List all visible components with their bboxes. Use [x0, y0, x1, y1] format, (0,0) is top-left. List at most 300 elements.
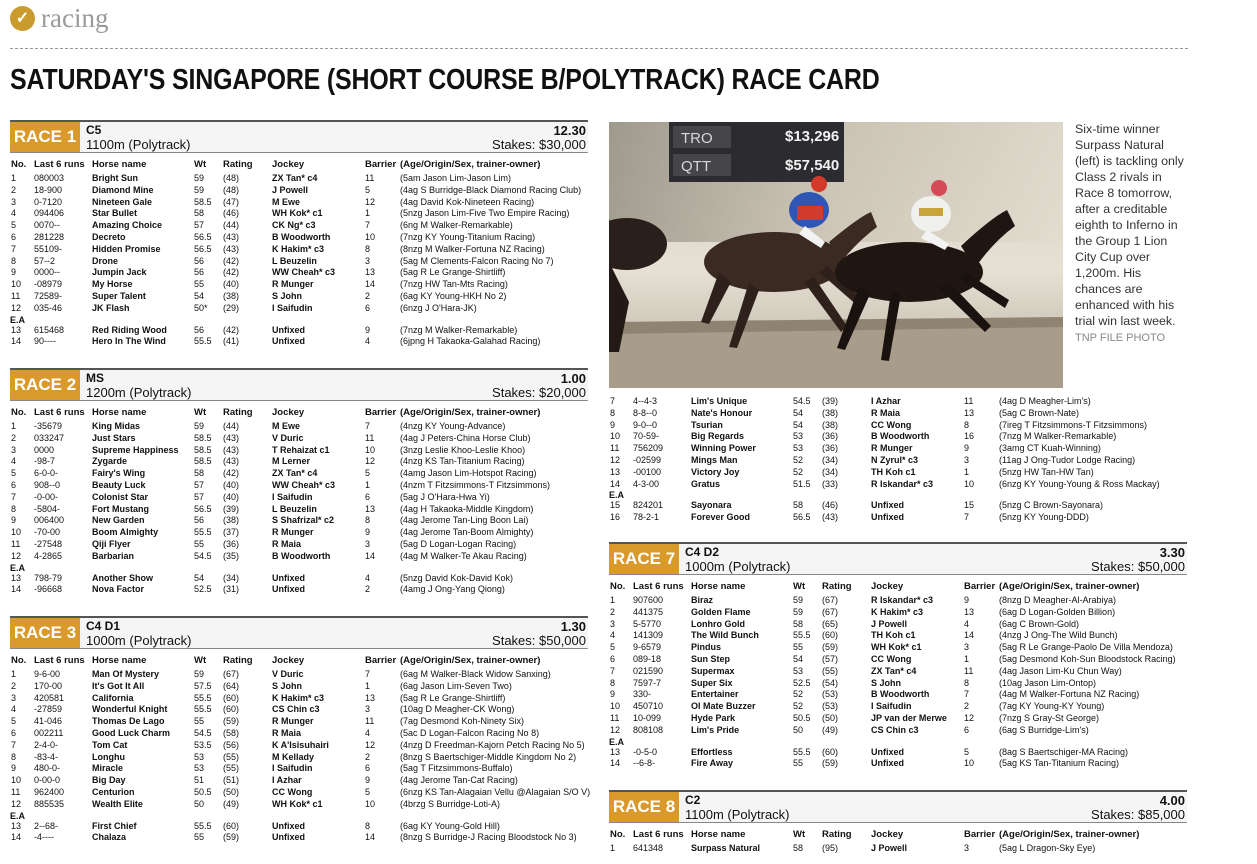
age-origin-trainer: (4ag J Peters-China Horse Club)	[400, 432, 531, 443]
column-header: Rating	[822, 581, 852, 592]
horse-name: Colonist Star	[92, 491, 149, 502]
barrier: 5	[365, 786, 371, 797]
runner-no: 5	[610, 642, 616, 653]
runner-no: 4	[11, 208, 17, 219]
barrier: 10	[964, 758, 975, 769]
jockey: S John	[871, 677, 902, 688]
table-row	[609, 747, 1187, 759]
jockey: R Munger	[272, 279, 314, 290]
table-row	[10, 267, 588, 279]
last-6-runs: 885535	[34, 798, 65, 809]
column-header: No.	[610, 581, 626, 592]
column-header: Horse name	[92, 407, 147, 418]
race-card-8	[609, 790, 1187, 855]
weight: 53	[194, 751, 205, 762]
table-row	[10, 303, 588, 315]
horse-name: Nate's Honour	[691, 407, 753, 418]
age-origin-trainer: (7nzg KY Young-Titanium Racing)	[400, 231, 536, 242]
race-card-2	[10, 368, 588, 596]
runner-no: 13	[11, 324, 22, 335]
jockey: TH Koh c1	[871, 630, 916, 641]
barrier: 9	[365, 324, 371, 335]
race-card-7	[609, 542, 1187, 770]
runner-no: 2	[11, 432, 17, 443]
horse-name: Centurion	[92, 786, 135, 797]
rating: (60)	[223, 820, 240, 831]
age-origin-trainer: (5ag J O'Hara-Hwa Yi)	[400, 491, 490, 502]
horse-name: Just Stars	[92, 432, 136, 443]
rating: (38)	[822, 419, 839, 430]
last-6-runs: 962400	[34, 786, 65, 797]
runner-no: 12	[11, 798, 22, 809]
weight: 52	[793, 454, 804, 465]
rating: (56)	[223, 739, 240, 750]
rating: (43)	[223, 231, 240, 242]
horse-name: Entertainer	[691, 689, 739, 700]
jockey: J Powell	[871, 618, 908, 629]
table-row	[10, 220, 588, 232]
age-origin-trainer: (4ag Jerome Tan-Cat Racing)	[400, 775, 518, 786]
weight: 58.5	[194, 432, 212, 443]
runner-no: 1	[11, 421, 17, 431]
barrier: 9	[964, 443, 970, 454]
weight: 52.5	[793, 677, 811, 688]
horse-name: Good Luck Charm	[92, 727, 171, 738]
horse-name: Winning Power	[691, 443, 756, 454]
table-row	[609, 408, 1187, 420]
horse-name: Tsurian	[691, 419, 723, 430]
weight: 54	[194, 572, 205, 583]
rating: (50)	[223, 786, 240, 797]
weight: 56	[194, 255, 205, 266]
age-origin-trainer: (7nzg S Gray-St George)	[999, 712, 1100, 723]
horse-name: Chalaza	[92, 832, 127, 843]
weight: 55	[194, 538, 205, 549]
column-header: Rating	[822, 829, 852, 840]
table-row	[609, 666, 1187, 678]
table-row	[10, 456, 588, 468]
race-header	[609, 790, 1187, 823]
barrier: 5	[365, 468, 371, 479]
column-header: No.	[11, 407, 27, 418]
board-label: QTT	[681, 158, 711, 175]
weight: 55.5	[194, 692, 212, 703]
last-6-runs: 0000--	[34, 267, 61, 278]
last-6-runs: 57--2	[34, 255, 56, 266]
runner-no: 11	[610, 712, 620, 723]
age-origin-trainer: (6ag KY Young-HKH No 2)	[400, 290, 507, 301]
weight: 55.5	[194, 704, 212, 715]
horse-name: Red Riding Wood	[92, 324, 167, 335]
jockey: J Powell	[272, 184, 309, 195]
horse-name: Wonderful Knight	[92, 704, 168, 715]
horse-name: Fort Mustang	[92, 503, 149, 514]
age-origin-trainer: (8nzg S Baertschiger-Middle Kingdom No 2)	[400, 751, 577, 762]
last-6-runs: 55109-	[34, 243, 63, 254]
rating: (58)	[223, 727, 240, 738]
table-row	[10, 433, 588, 445]
weight: 52	[793, 466, 804, 477]
barrier: 2	[365, 751, 371, 762]
last-6-runs: 7597-7	[633, 677, 662, 688]
barrier: 1	[365, 479, 371, 490]
runner-no: 1	[610, 843, 616, 853]
column-header: Last 6 runs	[633, 829, 684, 840]
race-time: 1.00	[560, 371, 586, 386]
horse-name: Effortless	[691, 746, 733, 757]
table-row	[10, 704, 588, 716]
last-6-runs: 281228	[34, 231, 65, 242]
race-class: C4 D2	[685, 545, 720, 559]
runner-no: 11	[610, 443, 620, 454]
table-row	[10, 681, 588, 693]
age-origin-trainer: (4ag David Kok-Nineteen Racing)	[400, 196, 535, 207]
race-class: C2	[685, 793, 701, 807]
runner-no: 1	[11, 669, 17, 679]
table-row	[10, 421, 588, 433]
last-6-runs: 6-0-0-	[34, 468, 59, 479]
runner-no: 8	[11, 503, 17, 514]
jockey: Unfixed	[871, 758, 905, 769]
horse-name: Supermax	[691, 665, 735, 676]
runner-no: 3	[11, 444, 17, 455]
photo-credit: TNP FILE PHOTO	[1075, 332, 1166, 344]
horse-name: Forever Good	[691, 512, 751, 523]
column-header: Jockey	[871, 581, 904, 592]
age-origin-trainer: (6nzg J O'Hara-JK)	[400, 302, 477, 313]
table-row	[10, 573, 588, 585]
runner-no: 8	[11, 255, 17, 266]
table-row	[609, 431, 1187, 443]
weight: 54.5	[194, 550, 212, 561]
barrier: 1	[365, 680, 371, 691]
weight: 52	[793, 689, 804, 700]
age-origin-trainer: (7ireg T Fitzsimmons-T Fitzsimmons)	[999, 419, 1148, 430]
barrier: 14	[365, 832, 376, 843]
last-6-runs: 021590	[633, 665, 664, 676]
jockey: M Ewe	[272, 196, 301, 207]
last-6-runs: 0-7120	[34, 196, 63, 207]
barrier: 13	[964, 606, 975, 617]
jockey: N Zyrul* c3	[871, 454, 919, 465]
last-6-runs: 908--0	[34, 479, 61, 490]
weight: 52.5	[194, 584, 212, 595]
age-origin-trainer: (5ag Desmond Koh-Sun Bloodstock Racing)	[999, 653, 1176, 664]
section-header	[10, 4, 108, 32]
jockey: Unfixed	[871, 512, 905, 523]
race-stakes: Stakes: $30,000	[492, 137, 586, 152]
last-6-runs: -83-4-	[34, 751, 59, 762]
age-origin-trainer: (5ag R Le Grange-Shirtliff)	[400, 267, 506, 278]
runner-no: 11	[11, 290, 21, 301]
race-distance: 1100m (Polytrack)	[685, 807, 790, 822]
horse-name: Ol Mate Buzzer	[691, 701, 756, 712]
table-row	[10, 539, 588, 551]
horse-name: Sun Step	[691, 653, 731, 664]
age-origin-trainer: (4nzg KY Young-Advance)	[400, 421, 506, 431]
age-origin-trainer: (4ag Jason Lim-Ku Chun Way)	[999, 665, 1122, 676]
jockey: I Azhar	[871, 396, 901, 406]
barrier: 13	[365, 267, 376, 278]
barrier: 11	[365, 716, 375, 727]
last-6-runs: 035-46	[34, 302, 63, 313]
race-distance: 1100m (Polytrack)	[86, 137, 191, 152]
rating: (41)	[223, 336, 240, 347]
last-6-runs: 480-0-	[34, 763, 61, 774]
column-header: (Age/Origin/Sex, trainer-owner)	[999, 581, 1140, 592]
age-origin-trainer: (3nzg Leslie Khoo-Leslie Khoo)	[400, 444, 526, 455]
last-6-runs: 808108	[633, 724, 664, 735]
table-row	[10, 468, 588, 480]
race-stakes: Stakes: $50,000	[1091, 559, 1185, 574]
age-origin-trainer: (5nzg KY Young-DDD)	[999, 512, 1089, 523]
jockey: M Ewe	[272, 421, 301, 431]
weight: 59	[194, 669, 205, 679]
rating: (55)	[223, 763, 240, 774]
table-row	[609, 713, 1187, 725]
race-stakes: Stakes: $20,000	[492, 385, 586, 400]
weight: 59	[793, 595, 804, 605]
weight: 54.5	[194, 727, 212, 738]
runner-no: 2	[11, 680, 17, 691]
runner-no: 15	[610, 500, 621, 511]
divider	[10, 48, 1188, 49]
table-row	[10, 786, 591, 799]
horse-name: Pindus	[691, 642, 722, 653]
race-header	[10, 616, 588, 649]
age-origin-trainer: (5ag M Clements-Falcon Racing No 7)	[400, 255, 554, 266]
race-photo	[609, 122, 1063, 388]
barrier: 13	[964, 407, 975, 418]
weight: 52	[793, 701, 804, 712]
race-card-1	[10, 120, 588, 348]
horse-name: Man Of Mystery	[92, 669, 160, 679]
horse-name: Big Day	[92, 775, 126, 786]
column-header: Last 6 runs	[34, 655, 85, 666]
horse-name: Amazing Choice	[92, 220, 163, 231]
runner-no: 13	[11, 572, 22, 583]
weight: 51	[194, 775, 205, 786]
column-header: Horse name	[691, 829, 746, 840]
weight: 55	[194, 716, 205, 727]
runner-no: 14	[11, 584, 22, 595]
barrier: 10	[365, 444, 376, 455]
horse-name: Gratus	[691, 478, 721, 489]
column-header: Jockey	[871, 829, 904, 840]
jockey: M Lerner	[272, 456, 311, 467]
jockey: CC Wong	[272, 786, 313, 797]
weight: 58	[194, 208, 205, 219]
column-headers	[10, 655, 588, 668]
rating: (34)	[223, 572, 240, 583]
age-origin-trainer: (8nzg M Walker-Fortuna NZ Racing)	[400, 243, 545, 254]
age-origin-trainer: (5ag T Fitzsimmons-Buffalo)	[400, 763, 513, 774]
age-origin-trainer: (4nzm T Fitzsimmons-T Fitzsimmons)	[400, 479, 551, 490]
race-distance: 1000m (Polytrack)	[86, 633, 192, 648]
emergency-acceptors-label: E.A	[609, 736, 625, 747]
barrier: 8	[964, 677, 970, 688]
column-header: Jockey	[272, 407, 305, 418]
column-header: Wt	[793, 829, 806, 840]
age-origin-trainer: (10ag D Meagher-CK Wong)	[400, 704, 515, 715]
table-row	[609, 595, 1187, 607]
rating: (60)	[223, 692, 240, 703]
rating: (48)	[223, 173, 240, 183]
jockey: Unfixed	[272, 336, 306, 347]
horse-name: Hidden Promise	[92, 243, 161, 254]
barrier: 7	[365, 220, 371, 231]
jockey: S Shafrizal* c2	[272, 515, 335, 526]
jockey: K A'Isisuhairi	[272, 739, 329, 750]
runner-no: 14	[11, 832, 22, 843]
rating: (42)	[223, 324, 240, 335]
runner-no: 9	[610, 419, 616, 430]
last-6-runs: 141309	[633, 630, 664, 641]
rating: (59)	[223, 716, 240, 727]
weight: 54	[793, 653, 804, 664]
runner-no: 14	[610, 758, 621, 769]
last-6-runs: 90----	[34, 336, 56, 347]
column-headers	[10, 407, 588, 420]
race-time: 3.30	[1159, 545, 1185, 560]
barrier: 15	[964, 500, 975, 511]
horse-name: My Horse	[92, 279, 133, 290]
last-6-runs: 170-00	[34, 680, 63, 691]
table-row	[609, 512, 1187, 524]
jockey: WW Cheah* c3	[272, 267, 336, 278]
weight: 55	[793, 758, 804, 769]
race-stakes: Stakes: $50,000	[492, 633, 586, 648]
last-6-runs: 330-	[633, 689, 652, 700]
horse-name: Victory Joy	[691, 466, 740, 477]
jockey: Unfixed	[272, 572, 306, 583]
rating: (35)	[223, 550, 240, 561]
jockey: S John	[272, 680, 303, 691]
horse-name: Nineteen Gale	[92, 196, 153, 207]
column-header: Horse name	[92, 655, 147, 666]
last-6-runs: -02599	[633, 454, 662, 465]
rating: (43)	[223, 456, 240, 467]
weight: 54	[793, 419, 804, 430]
barrier: 6	[365, 491, 371, 502]
jockey: K Hakim* c3	[871, 606, 924, 617]
last-6-runs: 089-18	[633, 653, 662, 664]
rating: (51)	[223, 775, 240, 786]
column-header: Last 6 runs	[34, 407, 85, 418]
jockey: CK Ng* c3	[272, 220, 316, 231]
horse-name: Zygarde	[92, 456, 128, 467]
barrier: 7	[964, 689, 970, 700]
age-origin-trainer: (4ag Jerome Tan-Ling Boon Lai)	[400, 515, 529, 526]
age-origin-trainer: (5am Jason Lim-Jason Lim)	[400, 173, 512, 183]
age-origin-trainer: (4amg J Ong-Yang Qiong)	[400, 584, 505, 595]
table-row	[10, 728, 588, 740]
jockey: Unfixed	[272, 832, 306, 843]
runner-no: 12	[610, 724, 621, 735]
column-header: Wt	[194, 407, 207, 418]
runner-no: 5	[11, 220, 17, 231]
barrier: 13	[365, 503, 376, 514]
age-origin-trainer: (5ag L Dragon-Sky Eye)	[999, 843, 1096, 853]
horse-name: Supreme Happiness	[92, 444, 179, 455]
table-row	[10, 173, 588, 185]
age-origin-trainer: (4ag H Takaoka-Middle Kingdom)	[400, 503, 534, 514]
table-row	[10, 291, 588, 303]
runner-no: 9	[11, 515, 17, 526]
runner-no: 4	[11, 456, 17, 467]
table-row	[609, 420, 1187, 432]
runner-no: 14	[11, 336, 22, 347]
rating: (43)	[822, 512, 839, 523]
barrier: 6	[365, 302, 371, 313]
race-time: 4.00	[1159, 793, 1185, 808]
runner-no: 13	[610, 466, 621, 477]
weight: 50.5	[194, 786, 212, 797]
rating: (33)	[822, 478, 839, 489]
weight: 55.5	[194, 527, 212, 538]
jockey: ZX Tan* c4	[272, 468, 318, 479]
weight: 57	[194, 479, 205, 490]
barrier: 7	[365, 421, 371, 431]
weight: 55	[793, 642, 804, 653]
weight: 58.5	[194, 456, 212, 467]
barrier: 1	[964, 653, 970, 664]
rating: (38)	[223, 290, 240, 301]
jockey: CS Chin c3	[272, 704, 320, 715]
race-distance: 1000m (Polytrack)	[685, 559, 791, 574]
last-6-runs: 907600	[633, 595, 664, 605]
weight: 56	[194, 267, 205, 278]
table-row	[609, 701, 1187, 713]
jockey: M Kellady	[272, 751, 315, 762]
rating: (67)	[223, 669, 240, 679]
table-row	[10, 584, 588, 596]
weight: 59	[194, 421, 205, 431]
horse-name: Big Regards	[691, 431, 745, 442]
last-6-runs: -27548	[34, 538, 63, 549]
horse-name: Jumpin Jack	[92, 267, 147, 278]
barrier: 9	[365, 527, 371, 538]
column-header: Barrier	[964, 829, 996, 840]
race-number-badge: RACE 7	[609, 544, 679, 574]
runner-no: 12	[11, 550, 22, 561]
barrier: 9	[365, 775, 371, 786]
table-row	[10, 208, 588, 220]
horse-race-image	[609, 122, 1063, 388]
race-header	[10, 368, 588, 401]
caption-text: Six-time winner Surpass Natural (left) is tackling only Class 2 rivals in Race 8 tomorrow, after a creditable eighth to Inferno in the Group 1 Lion City Cup over 1,200m. His chances are enhanced with his trial win last week.	[1075, 122, 1184, 328]
last-6-runs: 798-79	[34, 572, 63, 583]
horse-name: Lonhro Gold	[691, 618, 745, 629]
age-origin-trainer: (4ag M Walker-Te Akau Racing)	[400, 550, 527, 561]
table-row	[10, 551, 588, 563]
rating: (43)	[223, 444, 240, 455]
race-time: 1.30	[560, 619, 586, 634]
runner-no: 10	[11, 527, 22, 538]
column-headers	[10, 159, 588, 172]
age-origin-trainer: (11ag J Ong-Tudor Lodge Racing)	[999, 454, 1136, 465]
age-origin-trainer: (4ag D Meagher-Lim's)	[999, 396, 1091, 406]
weight: 53	[194, 763, 205, 774]
column-header: Barrier	[365, 407, 397, 418]
weight: 58.5	[194, 196, 212, 207]
table-row	[609, 725, 1187, 737]
horse-name: Beauty Luck	[92, 479, 146, 490]
table-row	[10, 480, 588, 492]
table-row	[10, 775, 588, 787]
runner-no: 12	[11, 302, 22, 313]
last-6-runs: 756209	[633, 443, 664, 454]
